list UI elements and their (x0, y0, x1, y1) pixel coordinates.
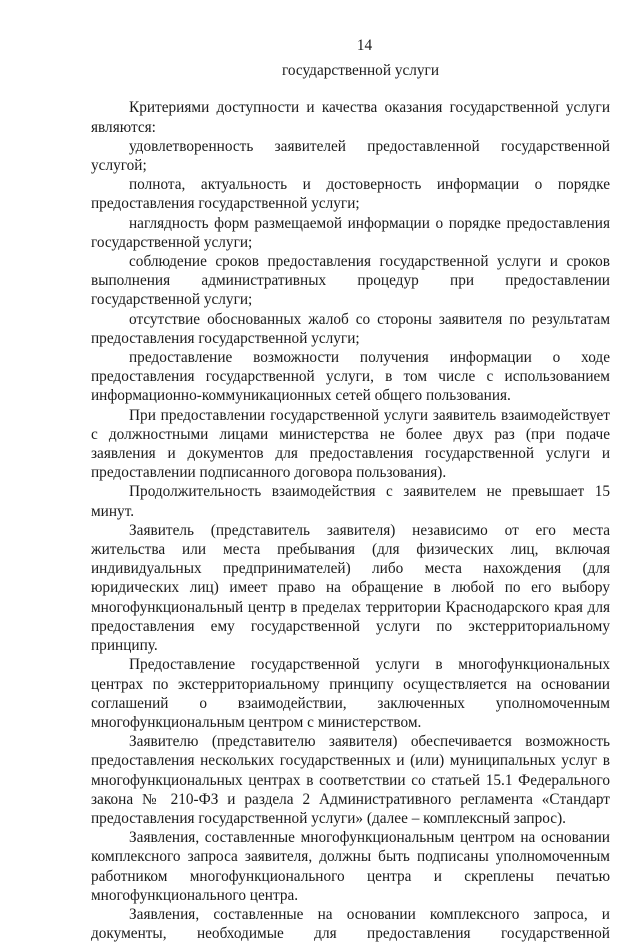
paragraph-exterritorial-basis: Предоставление государственной услуги в многофункциональных центрах по экстерриториальному принципу осуществляется на основании соглашений о взаимодействии, заключенных уполномоченным многофункциональным центром с министерством. (91, 656, 610, 731)
paragraph-criterion-complaints: отсутствие обоснованных жалоб со стороны заявителя по результатам предоставления государственной услуги; (91, 310, 610, 347)
page-number: 14 (356, 37, 373, 54)
paragraph-criterion-completeness: полнота, актуальность и достоверность информации о порядке предоставления государственной услуги; (91, 176, 610, 213)
paragraph-criterion-progress-info: предоставление возможности получения информации о ходе предоставления государственной услуги, в том числе с использованием информационно-коммуникационных сетей общего пользования. (91, 349, 610, 405)
paragraph-applicant-right: Заявитель (представитель заявителя) независимо от его места жительства или места пребывания (для физических лиц, включая индивидуальных предпринимателей) либо места нахождения (для юридических лиц) имеет право на обращение в любой по его выбору многофункциональный центр в пределах территории Краснодарского края для предоставления ему государственной услуги по экстерриториальному принципу. (91, 521, 610, 655)
paragraph-applications-documents: Заявления, составленные на основании комплексного запроса, и документы, необходимые для предоставления государственной (91, 905, 610, 943)
paragraph-criteria-intro: Критериями доступности и качества оказания государственной услуги являются: (91, 99, 610, 136)
paragraph-signed-applications: Заявления, составленные многофункциональным центром на основании комплексного запроса заявителя, должны быть подписаны уполномоченным работником многофункционального центра и скреплены печатью многофункционального центра. (91, 829, 610, 904)
running-header: государственной услуги (281, 62, 440, 80)
paragraph-interaction-duration: Продолжительность взаимодействия с заявителем не превышает 15 минут. (91, 483, 610, 520)
paragraph-criterion-deadlines: соблюдение сроков предоставления государственной услуги и сроков выполнения административных процедур при предоставлении государственной услуги; (91, 253, 610, 309)
paragraph-interaction-count: При предоставлении государственной услуги заявитель взаимодействует с должностными лицами министерства не более двух раз (при подаче заявления и документов для предоставления государственной услуги и предоставлении подписанного договора пользования). (91, 406, 610, 482)
paragraph-complex-request: Заявителю (представителю заявителя) обеспечивается возможность предоставления нескольких государственных и (или) муниципальных услуг в многофункциональных центрах в соответствии со статьей 15.1 Федерального закона № 210-ФЗ и раздела 2 Административного регламента «Стандарт предоставления государственной услуги» (далее – комплексный запрос). (91, 733, 610, 827)
body-text (91, 98, 610, 943)
paragraph-criterion-satisfaction: удовлетворенность заявителей предоставленной государственной услугой; (91, 137, 610, 175)
paragraph-criterion-visibility: наглядность форм размещаемой информации о порядке предоставления государственной услуги; (91, 214, 610, 251)
